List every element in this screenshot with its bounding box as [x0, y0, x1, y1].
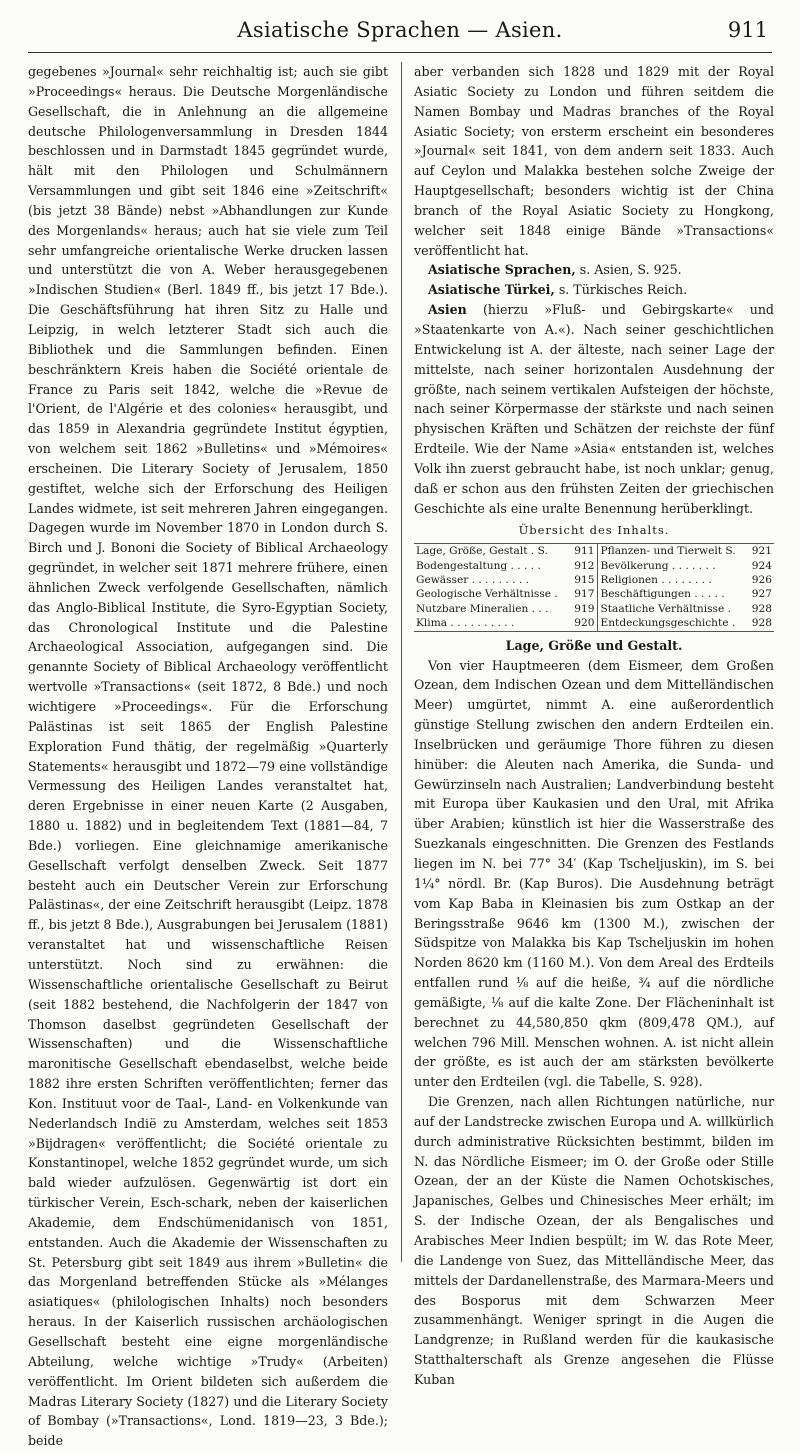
toc-right-page: 928: [751, 602, 772, 615]
entry-asiatische-sprachen: [414, 260, 774, 280]
toc-right-page: 924: [751, 559, 772, 572]
entry-lemma: Asien: [428, 302, 467, 318]
toc-right-label: Bevölkerung . . . . . . .: [597, 559, 748, 573]
toc-left-label: Geologische Verhältnisse .: [416, 588, 558, 601]
toc-row: [414, 602, 774, 616]
toc-row: [414, 559, 774, 573]
entry-text: s. Asien, S. 925.: [575, 262, 682, 278]
entry-lemma: Asiatische Sprachen,: [428, 262, 576, 278]
section-title: Lage, Größe und Gestalt.: [505, 637, 683, 653]
header-rule: [28, 52, 772, 53]
entry-text: (hierzu »Fluß- und Gebirgskarte« und »Staatenkarte von A.«). Nach seiner geschichtlichen Entwickelung ist A. der älteste, nach seiner Lage der mittelste, nach seiner horizontalen Ausdehnung der größte, nach seinem vertikalen Aufsteigen der höchste, nach seiner Körpermasse der stärkste und nach seinen physischen Kräften und Schätzen der reichste der fünf Erdteile. Wie der Name »Asia« entstanden ist, welches Volk ihn zuerst gebraucht habe, ist noch unklar; genug, daß er schon aus den frühsten Zeiten der griechischen Geschichte als eine uralte Benennung herüberklingt.: [414, 302, 774, 516]
toc-left-page: 911: [574, 545, 595, 558]
toc-right-label: Religionen . . . . . . . .: [597, 573, 748, 587]
entry-asien: [414, 300, 774, 518]
entry-lemma: Asiatische Türkei,: [428, 282, 555, 298]
toc-right-label: Staatliche Verhältnisse .: [597, 602, 748, 616]
toc-row: [414, 587, 774, 601]
toc-right-page: 926: [751, 574, 772, 587]
toc-left-label: Gewässer . . . . . . . . .: [416, 574, 529, 587]
toc-right-page: 928: [751, 617, 772, 630]
toc-row: [414, 573, 774, 587]
left-column: [28, 62, 388, 1449]
body-paragraph: Von vier Hauptmeeren (dem Eismeer, dem Großen Ozean, dem Indischen Ozean und dem Mittelländischen Meer) umgürtet, nimmt A. eine außerordentlich günstige Stellung zwischen den andern Erdteilen ein. Inselbrücken und geräumige Thore führen zu diesen hinüber: die Aleuten nach Amerika, die Sunda- und Gewürzinseln nach Australien; Landverbindung besteht mit Europa über Kaukasien und den Ural, mit Afrika über Arabien; künstlich ist hier die Wasserstraße des Suezkanals eingeschnitten. Die Grenzen des Festlands liegen im N. bei 77° 34′ (Kap Tscheljuskin), im S. bei 1¼° nördl. Br. (Kap Buros). Die Ausdehnung beträgt vom Kap Baba in Kleinasien bis zum Ostkap an der Beringsstraße 9646 km (1300 M.), zwischen der Südspitze von Malakka bis Kap Tscheljuskin im hohen Norden 8620 km (1160 M.). Von dem Areal des Erdteils entfallen rund ⅛ auf die heiße, ¾ auf die nördliche gemäßigte, ⅛ auf die kalte Zone. Der Flächeninhalt ist berechnet zu 44,580,850 qkm (809,478 QM.), auf welchen 796 Mill. Menschen wohnen. A. ist nicht allein der größte, es ist auch der am stärksten bevölkerte unter den Erdteilen (vgl. die Tabelle, S. 928).: [414, 657, 774, 1090]
body-paragraph: Die Grenzen, nach allen Richtungen natürliche, nur auf der Landstrecke zwischen Europa und A. willkürlich durch administrative Rücksichten bestimmt, bilden im N. das Nördliche Eismeer; im O. der Große oder Stille Ozean, der an der Küste die Namen Ochotskisches, Japanisches, Gelbes und Chinesisches Meer erhält; im S. der Indische Ozean, der als Bengalisches und Arabisches Meer Indien bespült; im W. das Rote Meer, die Landenge von Suez, das Mittelländische Meer, das mittels der Dardanellenstraße, des Marmara-Meers und des Bosporus mit dem Schwarzen Meer zusammenhängt. Weniger springt in die Augen die Landgrenze; in Rußland werden für die kaukasische Statthalterschaft als Grenze angesehen die Flüsse Kuban: [414, 1094, 774, 1387]
toc-table: [414, 543, 774, 631]
toc-right-label: Beschäftigungen . . . . .: [597, 587, 748, 601]
page-header: [28, 8, 772, 48]
toc-title: Übersicht des Inhalts.: [518, 523, 670, 538]
toc-left-label: Lage, Größe, Gestalt . S.: [416, 545, 548, 558]
toc-left-label: Klima . . . . . . . . . .: [416, 617, 515, 630]
toc-right-label: Entdeckungsgeschichte .: [597, 616, 748, 631]
toc-left-page: 917: [574, 588, 595, 601]
continued-paragraph: aber verbanden sich 1828 und 1829 mit der Royal Asiatic Society zu London und führen seitdem die Namen Bombay und Madras branches of the Royal Asiatic Society; von ersterm erscheint ein besonderes »Journal« seit 1841, von dem andern seit 1833. Auch auf Ceylon und Malakka bestehen solche Zweige der Hauptgesellschaft; besonders wichtig ist der China branch of the Royal Asiatic Society zu Hongkong, welcher seit 1848 einige Bände »Transactions« veröffentlicht hat.: [414, 64, 774, 258]
toc-left-label: Bodengestaltung . . . . .: [416, 559, 541, 572]
toc-right-page: 927: [751, 588, 772, 601]
page-number: 911: [727, 18, 768, 42]
left-paragraph: gegebenes »Journal« sehr reichhaltig ist; auch sie gibt »Proceedings« heraus. Die Deutsche Morgenländische Gesellschaft, die in Anlehnung an die allgemeine deutsche Philologenversammlung in Dresden 1844 beschlossen und in Darmstadt 1845 gegründet wurde, hält mit den Philologen und Schulmännern Versammlungen und gibt seit 1846 eine »Zeitschrift« (bis jetzt 38 Bände) nebst »Abhandlungen zur Kunde des Morgenlands« heraus; auch hat sie viele zum Teil sehr umfangreiche orientalische Werke drucken lassen und unterstützt die von A. Weber herausgegebenen »Indischen Studien« (Berl. 1849 ff., bis jetzt 17 Bde.). Die Geschäftsführung hat ihren Sitz zu Halle und Leipzig, in welch letzterer Stadt sich auch die Bibliothek und die Sammlungen befinden. Einen beschränktern Kreis haben die Société orientale de France zu Paris seit 1842, welche die »Revue de l'Orient, de l'Algérie et des colonies« herausgibt, und das 1859 in Alexandria gegründete Institut égyptien, von welchem seit 1862 »Bulletins« und »Mémoires« erscheinen. Die Literary Society of Jerusalem, 1850 gestiftet, welche sich der Erforschung des Heiligen Landes widmete, ist seit mehreren Jahren eingegangen. Dagegen wurde im November 1870 in London durch S. Birch und J. Bononi die Society of Biblical Archaeology gegründet, in welcher seit 1871 mehrere frühere, einen ähnlichen Zweck verfolgende Gesellschaften, nämlich das Anglo-Biblical Institute, die Syro-Egyptian Society, das Chronological Institute und die Palestine Archaeological Association, aufgegangen sind. Die genannte Society of Biblical Archaeology veröffentlicht wertvolle »Transactions« (seit 1872, 8 Bde.) und noch wichtigere »Proceedings«. Für die Erforschung Palästinas ist seit 1865 der English Palestine Exploration Fund thätig, der regelmäßig »Quarterly Statements« herausgibt und 1872—79 eine vollständige Vermessung des Heiligen Landes veranstaltet hat, deren Ergebnisse in einer neuen Karte (2 Ausgaben, 1880 u. 1882) und in begleitendem Text (1881—84, 7 Bde.) vorliegen. Eine gleichnamige amerikanische Gesellschaft verfolgt denselben Zweck. Seit 1877 besteht auch ein Deutscher Verein zur Erforschung Palästinas«, der eine Zeitschrift herausgibt (Leipz. 1878 ff., bis jetzt 8 Bde.), Ausgrabungen bei Jerusalem (1881) veranstaltet hat und wissenschaftliche Reisen unterstützt. Noch sind zu erwähnen: die Wissenschaftliche orientalische Gesellschaft zu Beirut (seit 1882 bestehend, die Nachfolgerin der 1847 von Thomson daselbst gegründeten Gesellschaft der Wissenschaften) und die Wissenschaftliche maronitische Gesellschaft ebendaselbst, welche beide 1882 ihre ersten Schriften veröffentlichten; ferner das Kon. Instituut voor de Taal-, Land- en Volkenkunde van Nederlandsch Indië zu Amsterdam, welches seit 1853 »Bijdragen« veröffentlicht; die Société orientale zu Konstantinopel, welche 1852 gegründet wurde, um sich bald wieder aufzulösen. Gegenwärtig ist dort ein türkischer Verein, Esch-schark, neben der kaiserlichen Akademie, dem Endschümenidanisch von 1851, entstanden. Auch die Akademie der Wissenschaften zu St. Petersburg gibt seit 1849 aus ihrem »Bulletin« die das Morgenland betreffenden Stücke als »Mélanges asiatiques« (philologischen Inhalts) noch besonders heraus. In der Kaiserlich russischen archäologischen Gesellschaft besteht eine eigne morgenländische Abteilung, welche wichtige »Trudy« (Arbeiten) veröffentlicht. Im Orient bildeten sich außerdem die Madras Literary Society (1827) und die Literary Society of Bombay (»Transactions«, Lond. 1819—23, 3 Bde.); beide: [28, 64, 388, 1449]
running-title: Asiatische Sprachen — Asien.: [237, 18, 563, 42]
toc-row: [414, 616, 774, 631]
toc-right-label: Pflanzen- und Tierwelt S.: [597, 544, 748, 559]
entry-asiatische-tuerkei: [414, 280, 774, 300]
toc-left-page: 920: [574, 617, 595, 630]
toc-left-page: 915: [574, 574, 595, 587]
toc-left-page: 912: [574, 559, 595, 572]
toc-left-page: 919: [574, 602, 595, 615]
entry-text: s. Türkisches Reich.: [554, 282, 688, 298]
right-column: [414, 62, 774, 1387]
column-divider: [401, 62, 402, 1262]
toc-left-label: Nutzbare Mineralien . . .: [416, 602, 549, 615]
toc-row: [414, 544, 774, 559]
toc-right-page: 921: [751, 545, 772, 558]
